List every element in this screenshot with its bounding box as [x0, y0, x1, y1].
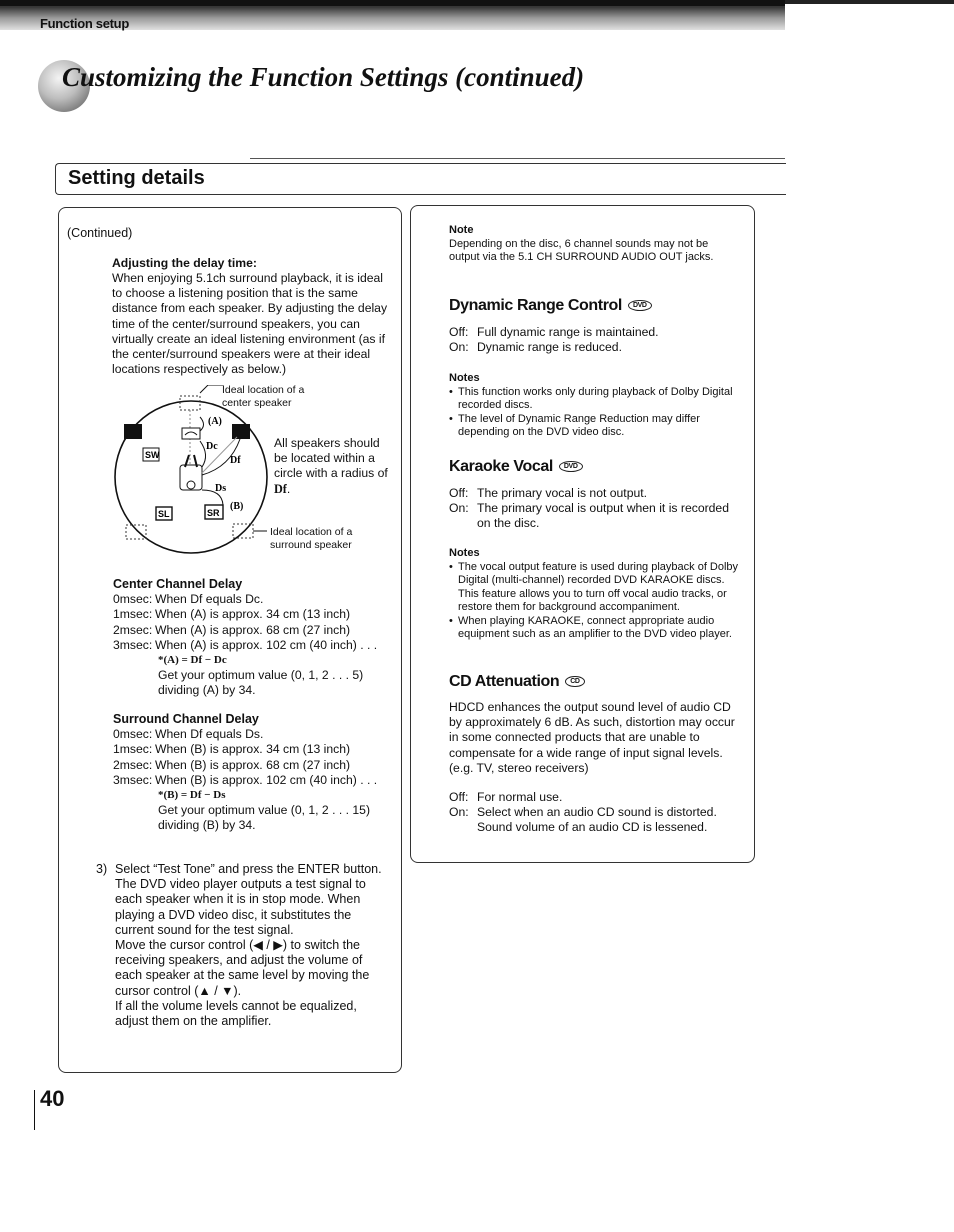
row-key: 0msec:	[113, 592, 153, 607]
cd-attenuation-title	[449, 673, 585, 691]
option-text: Select when an audio CD sound is distorted. Sound volume of an audio CD is lessened.	[477, 805, 717, 835]
row-text: When (B) is approx. 102 cm (40 inch) . . .	[155, 772, 378, 787]
dvd-disc-icon: DVD	[559, 461, 583, 472]
option-key: Off:	[449, 325, 469, 339]
row-text: When (A) is approx. 68 cm (27 inch)	[155, 622, 351, 637]
center-delay-formula: *(A) = Df − Dc	[158, 654, 227, 667]
dynamic-range-notes	[449, 372, 739, 440]
label-surround-speaker: Ideal location of a surround speaker	[270, 526, 353, 551]
svg-text:Ds: Ds	[215, 483, 227, 494]
dvd-disc-icon: DVD	[628, 300, 652, 311]
svg-text:Dc: Dc	[206, 441, 218, 452]
dynamic-range-options	[449, 325, 744, 355]
note-text: Depending on the disc, 6 channel sounds may not be output via the 5.1 CH SURROUND AUDIO OUT jacks.	[449, 237, 714, 263]
header-rule	[785, 0, 954, 4]
option-on	[449, 340, 744, 355]
divider	[250, 158, 785, 159]
circle-note-text: All speakers should be located within a circle with a radius of	[274, 436, 388, 481]
note-block	[449, 224, 739, 265]
row-text: When (A) is approx. 102 cm (40 inch) . . .	[155, 637, 378, 652]
option-off	[449, 790, 747, 805]
row-text: When Df equals Ds.	[155, 727, 264, 742]
svg-text:(B): (B)	[230, 501, 244, 512]
row-key: 1msec:	[113, 607, 153, 622]
option-key: On:	[449, 340, 469, 355]
step3-para3: If all the volume levels cannot be equalized, adjust them on the amplifier.	[115, 998, 357, 1029]
center-delay-row	[113, 623, 398, 638]
option-text: For normal use.	[477, 790, 563, 804]
step3-number: 3)	[96, 862, 108, 876]
cd-attenuation-title-text: CD Attenuation	[449, 673, 560, 690]
cd-disc-icon: CD	[565, 676, 584, 687]
option-key: On:	[449, 501, 469, 516]
option-key: Off:	[449, 790, 469, 804]
center-delay-row	[113, 607, 398, 622]
cd-attenuation-options	[449, 790, 747, 836]
svg-text:Df: Df	[230, 455, 241, 466]
surround-delay-row	[113, 773, 398, 788]
option-text: Dynamic range is reduced.	[477, 340, 622, 355]
note-item: • The vocal output feature is used during playback of Dolby Digital (multi-channel) recorded DVD KARAOKE discs. This feature allows you to turn off vocal audio tracks, or restore them for background accompaniment.	[449, 561, 747, 615]
center-delay-row	[113, 592, 398, 607]
row-text: When Df equals Dc.	[155, 592, 264, 607]
center-delay-section	[113, 577, 398, 699]
svg-text:(A): (A)	[208, 416, 222, 427]
center-delay-row	[113, 638, 398, 653]
notes-heading: Notes	[449, 547, 480, 559]
note-heading: Note	[449, 224, 474, 236]
surround-delay-formula: *(B) = Df − Ds	[158, 789, 226, 802]
page-number-rule	[34, 1090, 35, 1130]
surround-delay-row	[113, 742, 398, 757]
karaoke-title	[449, 458, 583, 476]
circle-note-end: .	[286, 481, 291, 496]
option-off	[449, 325, 744, 340]
delay-heading: Adjusting the delay time:	[112, 256, 257, 270]
row-text: When (B) is approx. 68 cm (27 inch)	[155, 757, 351, 772]
option-on	[449, 501, 744, 531]
step3-para1: The DVD video player outputs a test signal to each speaker when it is in stop mode. When playing a DVD video disc, it substitutes the current sound for the test signal.	[115, 877, 366, 937]
section-label: Function setup	[40, 16, 129, 31]
cd-attenuation-description: HDCD enhances the output sound level of audio CD by approximately 6 dB. As such, distortion may occur in some connected products that are unable to compensate for a wide range of input signal levels. (e.g. TV, stereo receivers)	[449, 700, 735, 775]
surround-delay-section	[113, 712, 398, 834]
center-delay-heading: Center Channel Delay	[113, 577, 243, 591]
option-text: The primary vocal is not output.	[477, 486, 648, 500]
circle-note-df: Df	[274, 481, 287, 496]
option-text: Full dynamic range is maintained.	[477, 325, 659, 339]
surround-delay-heading: Surround Channel Delay	[113, 712, 259, 726]
svg-text:SL: SL	[158, 509, 170, 519]
surround-delay-tip: Get your optimum value (0, 1, 2 . . . 15) dividing (B) by 34.	[158, 803, 371, 833]
delay-intro: When enjoying 5.1ch surround playback, it is ideal to choose a listening position that is the same distance from each speaker. By adjusting the delay time of the center/surround speakers, you can virtually create an ideal listening environment (as if the center/surround speakers were at their ideal locations respectively as below.)	[112, 271, 388, 377]
label-center-speaker: Ideal location of a center speaker	[222, 384, 305, 409]
option-key: Off:	[449, 486, 469, 500]
notes-heading: Notes	[449, 372, 480, 384]
step3-line1: Select “Test Tone” and press the ENTER button.	[115, 862, 382, 876]
svg-text:SW: SW	[145, 450, 160, 460]
note-item: • When playing KARAOKE, connect appropriate audio equipment such as an amplifier to the DVD video player.	[449, 615, 747, 642]
option-on	[449, 805, 747, 835]
note-item: • This function works only during playback of Dolby Digital recorded discs.	[449, 386, 739, 413]
dynamic-range-title	[449, 297, 652, 315]
page-title: Customizing the Function Settings (continued)	[62, 62, 585, 92]
dynamic-range-title-text: Dynamic Range Control	[449, 297, 622, 314]
row-key: 1msec:	[113, 742, 153, 757]
continued-label: (Continued)	[67, 226, 133, 240]
karaoke-options	[449, 486, 744, 532]
row-key: 0msec:	[113, 727, 153, 742]
karaoke-title-text: Karaoke Vocal	[449, 458, 553, 475]
step3-body	[115, 862, 385, 1029]
circle-note	[274, 436, 389, 497]
note-item: • The level of Dynamic Range Reduction may differ depending on the DVD video disc.	[449, 413, 739, 440]
option-text: The primary vocal is output when it is recorded on the disc.	[477, 501, 729, 531]
row-text: When (B) is approx. 34 cm (13 inch)	[155, 742, 351, 757]
surround-delay-row	[113, 758, 398, 773]
step3-para2: Move the cursor control (◀ / ▶) to switch the receiving speakers, and adjust the volume of each speaker at the same level by moving the cursor control (▲ / ▼).	[115, 938, 370, 998]
row-key: 3msec:	[113, 772, 153, 787]
row-key: 3msec:	[113, 637, 153, 652]
page-number: 40	[40, 1086, 65, 1111]
surround-delay-row	[113, 727, 398, 742]
svg-text:SR: SR	[207, 508, 220, 518]
karaoke-notes	[449, 547, 747, 642]
option-off	[449, 486, 744, 501]
option-key: On:	[449, 805, 469, 820]
row-key: 2msec:	[113, 757, 153, 772]
center-delay-tip: Get your optimum value (0, 1, 2 . . . 5) dividing (A) by 34.	[158, 668, 364, 698]
subsection-title: Setting details	[68, 167, 205, 189]
row-text: When (A) is approx. 34 cm (13 inch)	[155, 607, 351, 622]
row-key: 2msec:	[113, 622, 153, 637]
